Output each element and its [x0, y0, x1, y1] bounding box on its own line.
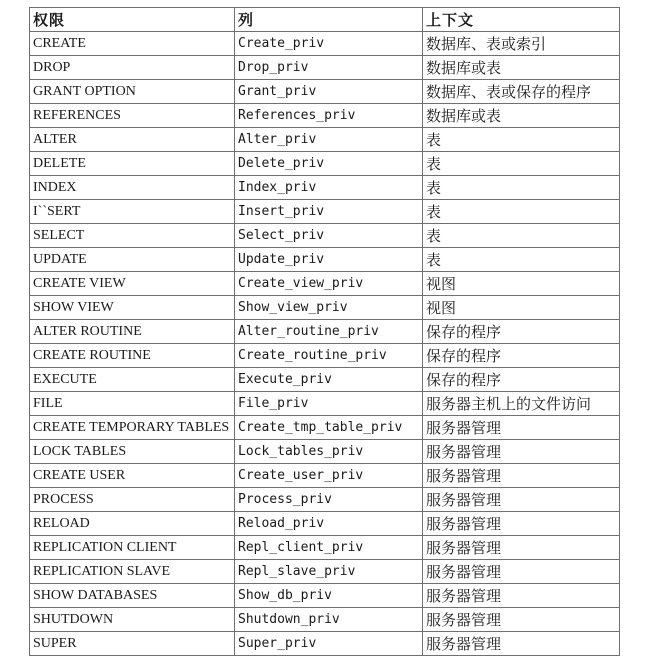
privilege-cell: REFERENCES: [30, 104, 235, 128]
context-cell: 服务器管理: [423, 632, 620, 656]
column-cell: Shutdown_priv: [235, 608, 423, 632]
privilege-cell: GRANT OPTION: [30, 80, 235, 104]
header-column: 列: [235, 8, 423, 32]
privilege-cell: CREATE TEMPORARY TABLES: [30, 416, 235, 440]
table-row: [30, 512, 620, 536]
table-row: [30, 128, 620, 152]
context-cell: 服务器管理: [423, 440, 620, 464]
privilege-table: [29, 7, 620, 656]
column-cell: Lock_tables_priv: [235, 440, 423, 464]
context-cell: 数据库或表: [423, 104, 620, 128]
table-row: [30, 464, 620, 488]
column-cell: Create_priv: [235, 32, 423, 56]
privilege-cell: FILE: [30, 392, 235, 416]
table-row: [30, 536, 620, 560]
table-row: [30, 344, 620, 368]
context-cell: 服务器管理: [423, 608, 620, 632]
table-row: [30, 488, 620, 512]
table-row: [30, 296, 620, 320]
context-cell: 数据库、表或保存的程序: [423, 80, 620, 104]
context-cell: 视图: [423, 272, 620, 296]
context-cell: 表: [423, 128, 620, 152]
table-row: [30, 608, 620, 632]
table-row: [30, 368, 620, 392]
column-cell: Reload_priv: [235, 512, 423, 536]
privilege-cell: INDEX: [30, 176, 235, 200]
column-cell: Index_priv: [235, 176, 423, 200]
privilege-cell: CREATE VIEW: [30, 272, 235, 296]
privilege-cell: CREATE USER: [30, 464, 235, 488]
privilege-cell: LOCK TABLES: [30, 440, 235, 464]
column-cell: References_priv: [235, 104, 423, 128]
context-cell: 视图: [423, 296, 620, 320]
table-row: [30, 176, 620, 200]
column-cell: Alter_priv: [235, 128, 423, 152]
column-cell: Grant_priv: [235, 80, 423, 104]
column-cell: Process_priv: [235, 488, 423, 512]
context-cell: 服务器管理: [423, 416, 620, 440]
privilege-cell: SELECT: [30, 224, 235, 248]
column-cell: Repl_slave_priv: [235, 560, 423, 584]
privilege-cell: SHOW DATABASES: [30, 584, 235, 608]
privilege-cell: DELETE: [30, 152, 235, 176]
privilege-cell: DROP: [30, 56, 235, 80]
column-cell: Select_priv: [235, 224, 423, 248]
header-privilege: 权限: [30, 8, 235, 32]
table-row: [30, 152, 620, 176]
column-cell: Create_routine_priv: [235, 344, 423, 368]
context-cell: 表: [423, 248, 620, 272]
privilege-table-container: [29, 7, 620, 656]
column-cell: Create_tmp_table_priv: [235, 416, 423, 440]
table-row: [30, 224, 620, 248]
header-context: 上下文: [423, 8, 620, 32]
context-cell: 数据库或表: [423, 56, 620, 80]
privilege-cell: PROCESS: [30, 488, 235, 512]
table-row: [30, 416, 620, 440]
context-cell: 服务器管理: [423, 560, 620, 584]
table-row: [30, 584, 620, 608]
table-row: [30, 200, 620, 224]
privilege-cell: SHOW VIEW: [30, 296, 235, 320]
table-row: [30, 320, 620, 344]
table-row: [30, 632, 620, 656]
table-row: [30, 56, 620, 80]
context-cell: 表: [423, 176, 620, 200]
table-row: [30, 32, 620, 56]
privilege-cell: SHUTDOWN: [30, 608, 235, 632]
context-cell: 表: [423, 224, 620, 248]
context-cell: 保存的程序: [423, 344, 620, 368]
context-cell: 保存的程序: [423, 368, 620, 392]
column-cell: Show_db_priv: [235, 584, 423, 608]
privilege-cell: ALTER ROUTINE: [30, 320, 235, 344]
privilege-cell: CREATE: [30, 32, 235, 56]
context-cell: 表: [423, 200, 620, 224]
column-cell: Super_priv: [235, 632, 423, 656]
column-cell: Drop_priv: [235, 56, 423, 80]
privilege-cell: UPDATE: [30, 248, 235, 272]
column-cell: Repl_client_priv: [235, 536, 423, 560]
privilege-cell: RELOAD: [30, 512, 235, 536]
table-body: [30, 32, 620, 656]
context-cell: 服务器主机上的文件访问: [423, 392, 620, 416]
context-cell: 表: [423, 152, 620, 176]
table-row: [30, 392, 620, 416]
table-row: [30, 248, 620, 272]
column-cell: Delete_priv: [235, 152, 423, 176]
context-cell: 服务器管理: [423, 536, 620, 560]
table-row: [30, 440, 620, 464]
privilege-cell: SUPER: [30, 632, 235, 656]
privilege-cell: REPLICATION SLAVE: [30, 560, 235, 584]
context-cell: 服务器管理: [423, 488, 620, 512]
table-row: [30, 80, 620, 104]
table-row: [30, 272, 620, 296]
context-cell: 保存的程序: [423, 320, 620, 344]
privilege-cell: ALTER: [30, 128, 235, 152]
column-cell: File_priv: [235, 392, 423, 416]
privilege-cell: I``SERT: [30, 200, 235, 224]
column-cell: Execute_priv: [235, 368, 423, 392]
column-cell: Update_priv: [235, 248, 423, 272]
column-cell: Show_view_priv: [235, 296, 423, 320]
column-cell: Insert_priv: [235, 200, 423, 224]
privilege-cell: CREATE ROUTINE: [30, 344, 235, 368]
privilege-cell: REPLICATION CLIENT: [30, 536, 235, 560]
table-row: [30, 104, 620, 128]
column-cell: Alter_routine_priv: [235, 320, 423, 344]
table-row: [30, 560, 620, 584]
privilege-cell: EXECUTE: [30, 368, 235, 392]
context-cell: 数据库、表或索引: [423, 32, 620, 56]
column-cell: Create_user_priv: [235, 464, 423, 488]
context-cell: 服务器管理: [423, 512, 620, 536]
column-cell: Create_view_priv: [235, 272, 423, 296]
context-cell: 服务器管理: [423, 464, 620, 488]
context-cell: 服务器管理: [423, 584, 620, 608]
table-header-row: [30, 8, 620, 32]
